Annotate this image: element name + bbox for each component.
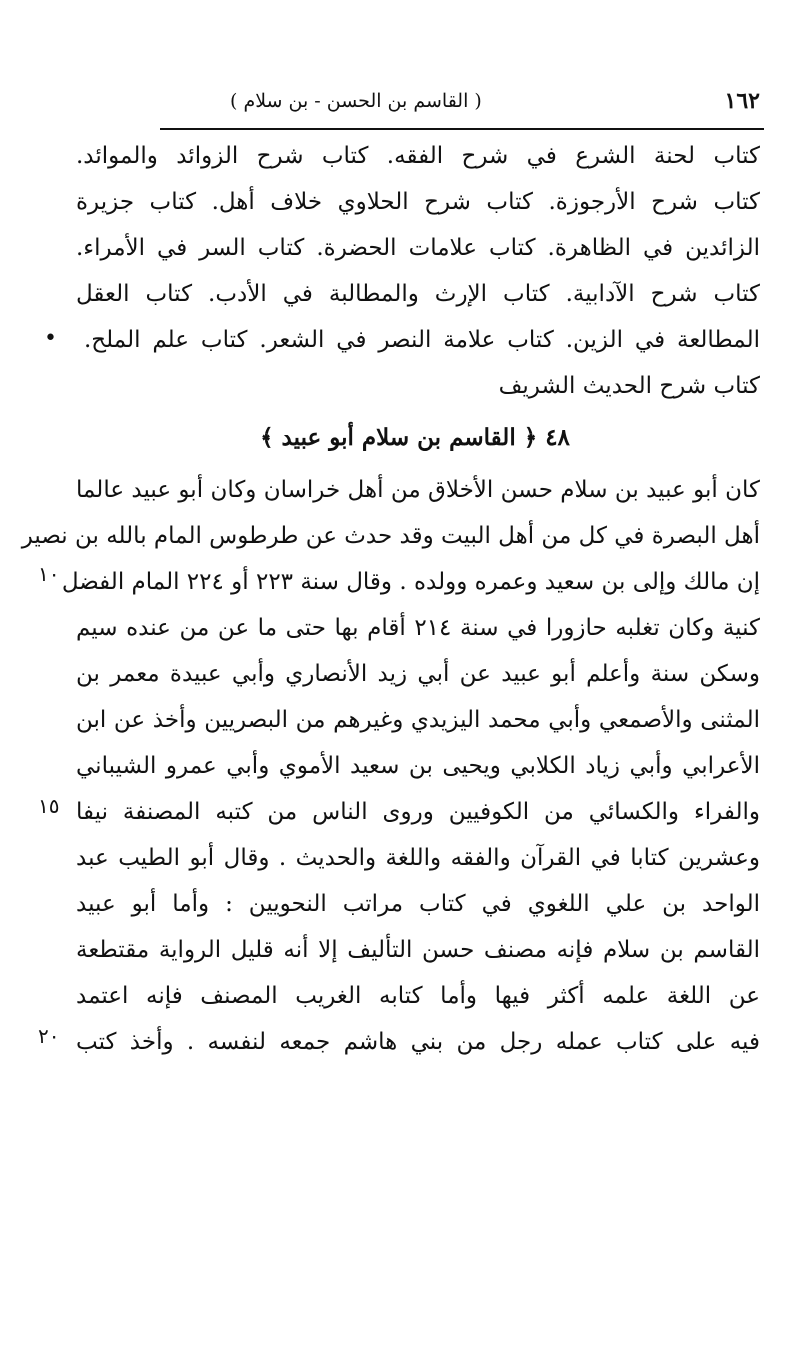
text-line: وعشرين كتابا في القرآن والفقه واللغة والحديث . وقال أبو الطيب عبد (76, 845, 760, 871)
section-heading: ٤٨ ﴿ القاسم بن سلام أبو عبيد ﴾ (260, 424, 570, 451)
text-line: كنية وكان تغلبه حازورا في سنة ٢١٤ أقام بها حتى ما عن من عنده سيم (76, 615, 760, 641)
text-line: الواحد بن علي اللغوي في كتاب مراتب النحويين : وأما أبو عبيد (76, 891, 760, 917)
margin-line-number: ١٥ (38, 794, 60, 818)
running-title: ( القاسم بن الحسن - بن سلام ) (230, 90, 482, 112)
page-number: ١٦٢ (724, 88, 760, 114)
text-line: المثنى والأصمعي وأبي محمد اليزيدي وغيرهم من البصريين وأخذ عن ابن (76, 707, 760, 733)
text-line: كتاب لحنة الشرع في شرح الفقه. كتاب شرح الزوائد والموائد. (76, 143, 760, 169)
text-line: إن مالك وإلى بن سعيد وعمره وولده . وقال سنة ٢٢٣ أو ٢٢٤ المام الفضل (61, 569, 760, 595)
text-line: والفراء والكسائي من الكوفيين وروى الناس من كتبه المصنفة نيفا (76, 799, 760, 825)
margin-bullet: • (44, 326, 57, 351)
text-line: عن اللغة علمه أكثر فيها وأما كتابه الغريب المصنف فإنه اعتمد (76, 983, 760, 1009)
margin-line-number: ١٠ (38, 562, 60, 586)
text-line: أهل البصرة في كل من أهل البيت وقد حدث عن طرطوس المام بالله بن نصير (21, 523, 760, 549)
text-line: كتاب شرح الحديث الشريف (498, 373, 760, 399)
text-line: الأعرابي وأبي زياد الكلابي ويحيى بن سعيد الأموي وأبي عمرو الشيباني (76, 753, 760, 779)
text-line: فيه على كتاب عمله رجل من بني هاشم جمعه لنفسه . وأخذ كتب (76, 1029, 760, 1055)
text-line: كان أبو عبيد بن سلام حسن الأخلاق من أهل خراسان وكان أبو عبيد عالما (76, 477, 760, 503)
header-divider (160, 128, 764, 130)
text-line: الزائدين في الظاهرة. كتاب علامات الحضرة. كتاب السر في الأمراء. (76, 235, 760, 261)
text-line: المطالعة في الزين. كتاب علامة النصر في الشعر. كتاب علم الملح. (84, 327, 760, 353)
page-header (160, 86, 760, 126)
text-line: القاسم بن سلام فإنه مصنف حسن التأليف إلا أنه قليل الرواية مقتطعة (76, 937, 760, 963)
text-line: كتاب شرح الآدابية. كتاب الإرث والمطالبة في الأدب. كتاب العقل (76, 281, 760, 307)
text-line: وسكن سنة وأعلم أبو عبيد عن أبي زيد الأنصاري وأبي عبيدة معمر بن (76, 661, 760, 687)
margin-line-number: ٢٠ (38, 1024, 60, 1048)
text-line: كتاب شرح الأرجوزة. كتاب شرح الحلاوي خلاف أهل. كتاب جزيرة (76, 189, 760, 215)
